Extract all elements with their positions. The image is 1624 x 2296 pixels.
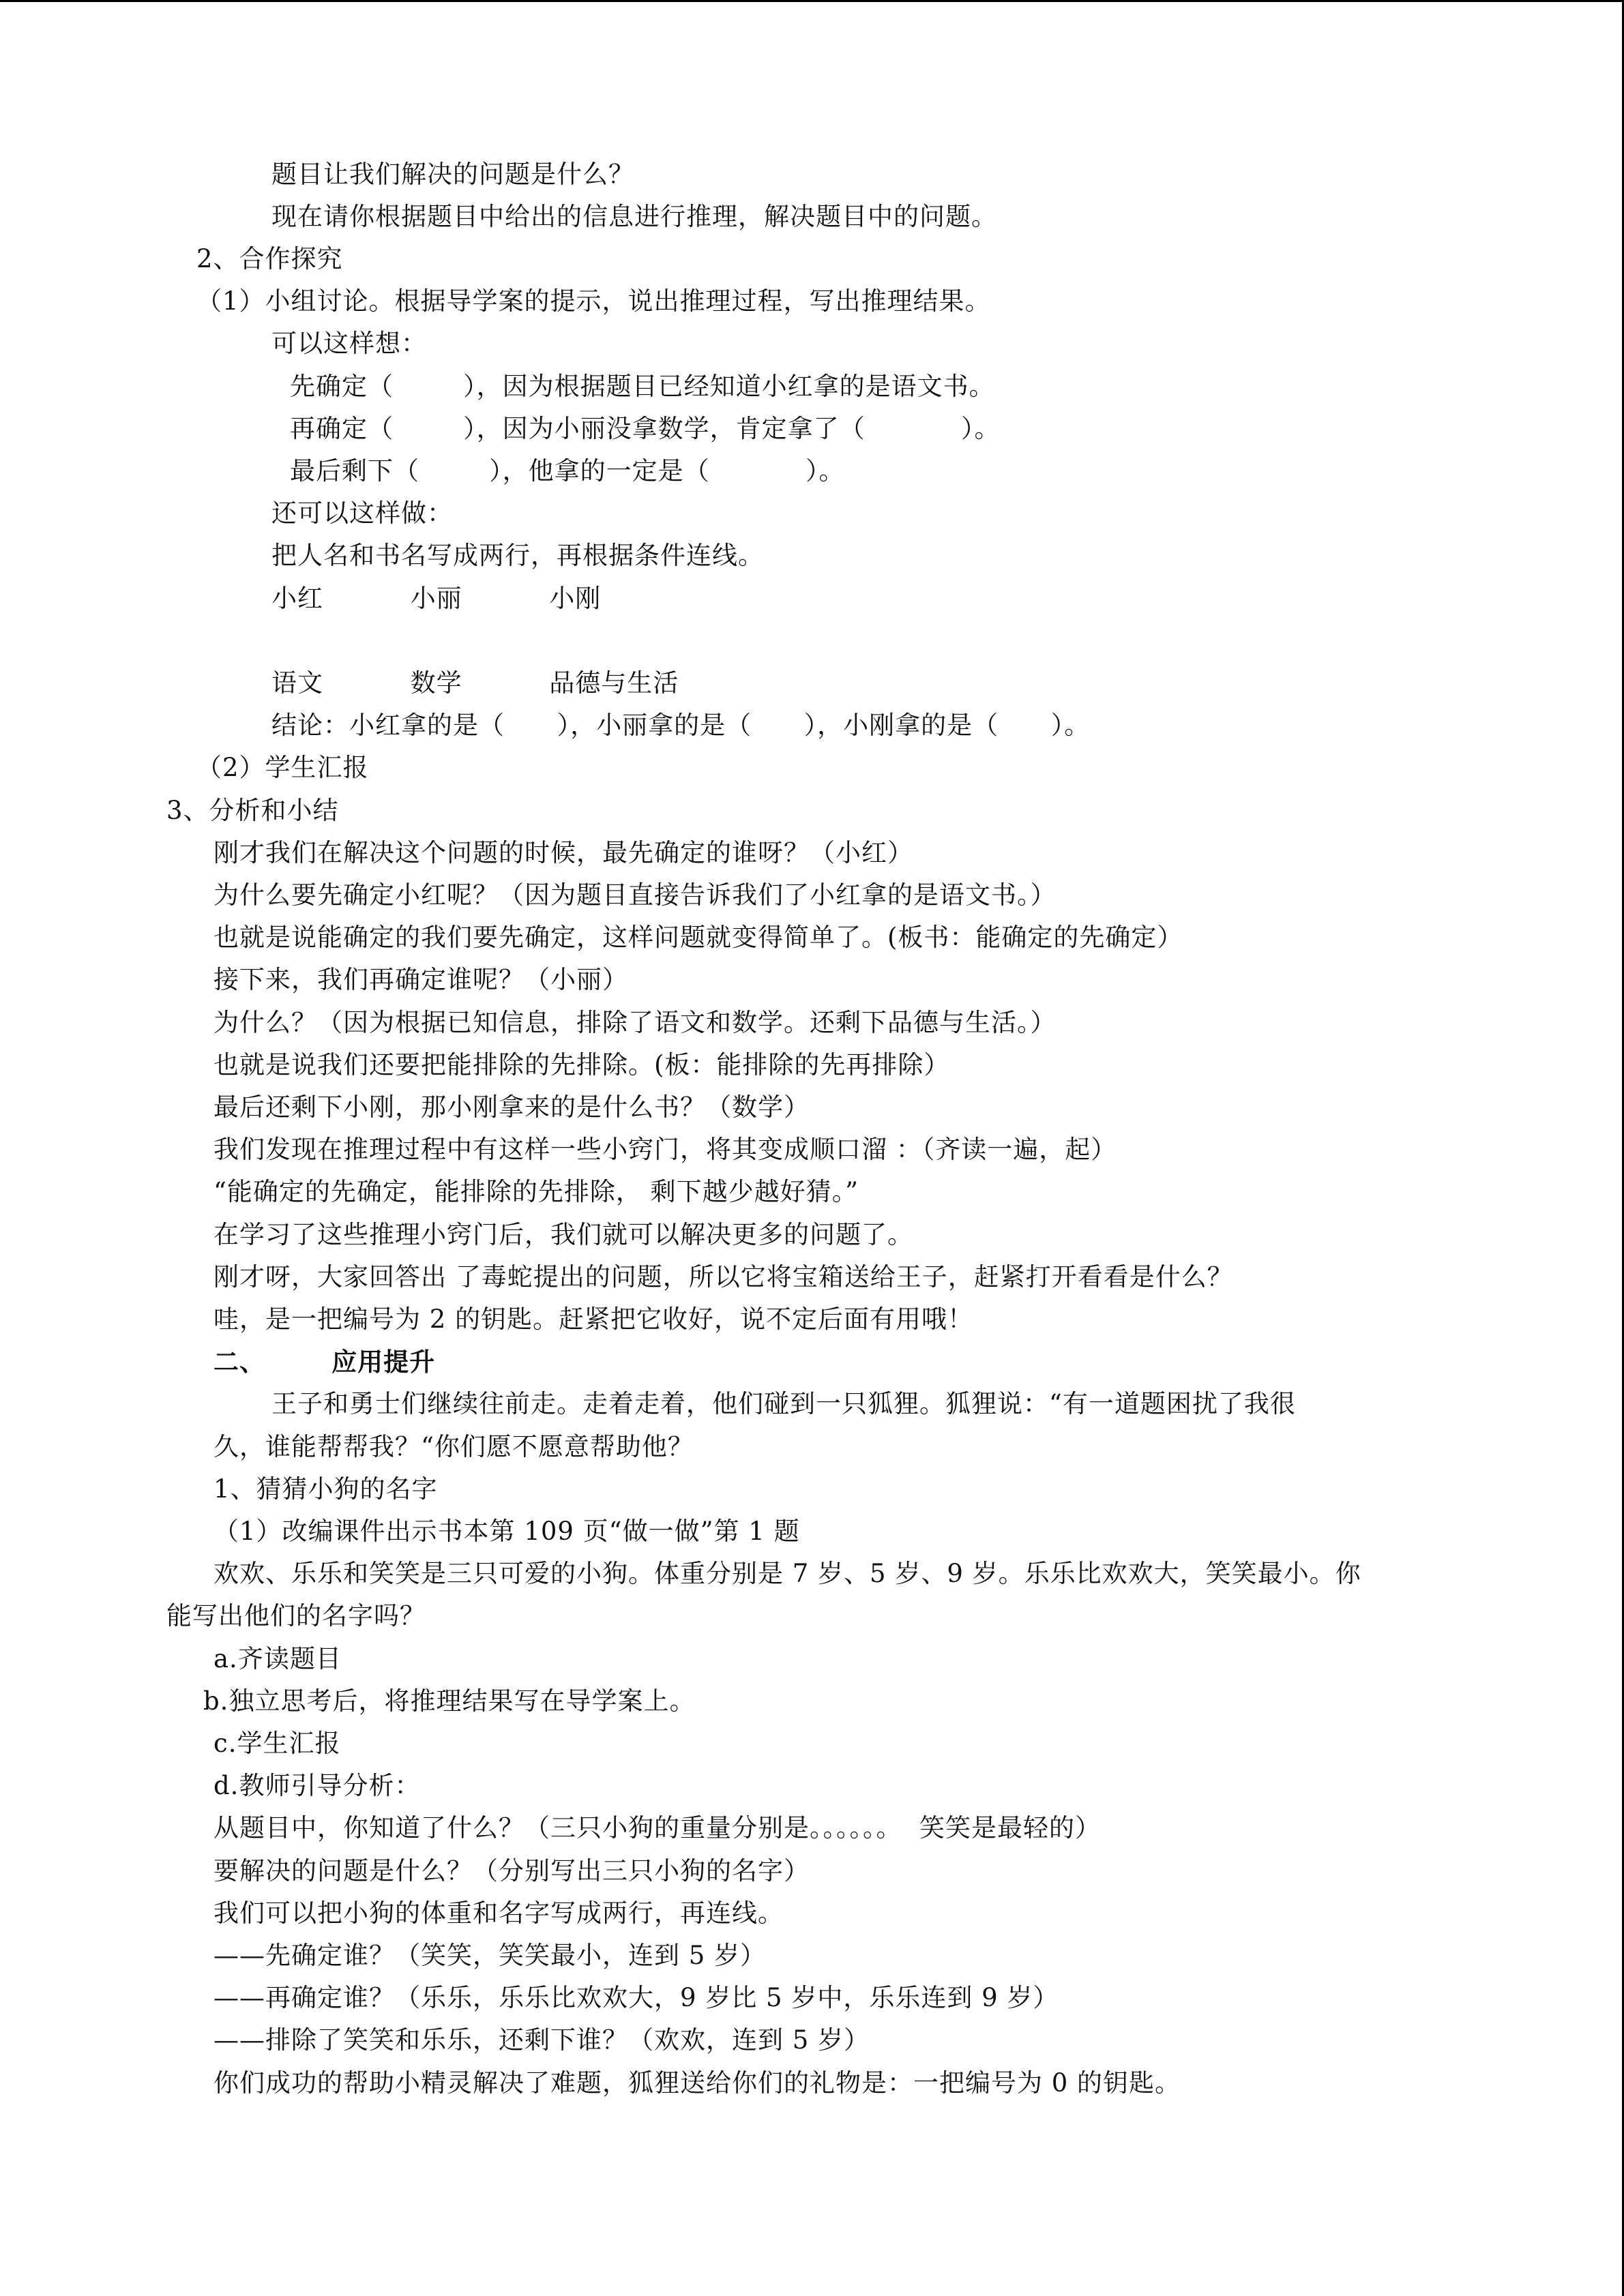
text-line: 还可以这样做： [271, 498, 453, 528]
text-line: 在学习了这些推理小窍门后，我们就可以解决更多的问题了。 [213, 1220, 913, 1249]
text-line: 久，谁能帮帮我？“你们愿不愿意帮助他？ [213, 1432, 694, 1461]
text-line: ——排除了笑笑和乐乐，还剩下谁？（欢欢，连到 5 岁） [213, 2025, 870, 2055]
text-line: 最后剩下（ ），他拿的一定是（ ）。 [290, 456, 845, 486]
text-line: 刚才我们在解决这个问题的时候，最先确定的谁呀？（小红） [213, 838, 913, 867]
text-line: （1）改编课件出示书本第 109 页“做一做”第 1 题 [213, 1517, 800, 1546]
text-line: 再确定（ ），因为小丽没拿数学，肯定拿了（ ）。 [290, 414, 1001, 443]
text-line: 接下来，我们再确定谁呢？（小丽） [213, 965, 628, 994]
text-line: c.学生汇报 [213, 1729, 341, 1758]
text-line: 为什么？（因为根据已知信息，排除了语文和数学。还剩下品德与生活。） [213, 1008, 1057, 1037]
text-line: 你们成功的帮助小精灵解决了难题，狐狸送给你们的礼物是：一把编号为 0 的钥匙。 [213, 2068, 1181, 2098]
text-line: d.教师引导分析： [213, 1771, 421, 1800]
text-line: 也就是说能确定的我们要先确定，这样问题就变得简单了。(板书：能确定的先确定） [213, 923, 1183, 952]
text-line: b.独立思考后，将推理结果写在导学案上。 [203, 1686, 696, 1716]
text-line: 我们发现在推理过程中有这样一些小窍门，将其变成顺口溜 ：（齐读一遍，起） [213, 1135, 1117, 1164]
text-line: （1）小组讨论。根据导学案的提示，说出推理过程，写出推理结果。 [196, 286, 991, 316]
text-line: ——再确定谁？（乐乐，乐乐比欢欢大，9 岁比 5 岁中，乐乐连到 9 岁） [213, 1983, 1059, 2012]
text-line: 也就是说我们还要把能排除的先排除。(板：能排除的先再排除） [213, 1050, 950, 1079]
text-line: 现在请你根据题目中给出的信息进行推理，解决题目中的问题。 [271, 202, 997, 231]
text-line: 刚才呀，大家回答出 了毒蛇提出的问题，所以它将宝箱送给王子，赶紧打开看看是什么？ [213, 1262, 1233, 1292]
section-heading: 二、 应用提升 [213, 1347, 436, 1377]
text-line: 最后还剩下小刚，那小刚拿来的是什么书？（数学） [213, 1092, 810, 1122]
text-line: a.齐读题目 [213, 1644, 342, 1673]
text-line: 把人名和书名写成两行，再根据条件连线。 [271, 541, 764, 570]
page-top-border [0, 0, 1624, 2]
book-row: 语文 数学 品德与生活 [271, 668, 679, 698]
section-heading: 2、合作探究 [196, 244, 343, 273]
text-line: 为什么要先确定小红呢？（因为题目直接告诉我们了小红拿的是语文书。） [213, 880, 1057, 910]
text-line: “能确定的先确定，能排除的先排除， 剩下越少越好猜。” [213, 1177, 859, 1206]
text-line: 哇，是一把编号为 2 的钥匙。赶紧把它收好，说不定后面有用哦！ [213, 1304, 974, 1334]
text-line: （2）学生汇报 [196, 753, 369, 782]
text-line: 欢欢、乐乐和笑笑是三只可爱的小狗。体重分别是 7 岁、5 岁、9 岁。乐乐比欢欢大，笑笑最小。你 [213, 1559, 1361, 1588]
text-line: 可以这样想： [271, 329, 427, 358]
section-heading: 1、猜猜小狗的名字 [213, 1474, 438, 1504]
text-line: 王子和勇士们继续往前走。走着走着，他们碰到一只狐狸。狐狸说：“有一道题困扰了我很 [271, 1389, 1296, 1418]
text-line: 结论：小红拿的是（ ），小丽拿的是（ ），小刚拿的是（ ）。 [271, 711, 1091, 740]
name-row: 小红 小丽 小刚 [271, 584, 602, 613]
text-line: 先确定（ ），因为根据题目已经知道小红拿的是语文书。 [290, 372, 995, 401]
text-line: 题目让我们解决的问题是什么？ [271, 160, 634, 189]
section-heading: 3、分析和小结 [166, 796, 339, 825]
text-line: 我们可以把小狗的体重和名字写成两行，再连线。 [213, 1898, 784, 1928]
text-line: 要解决的问题是什么？（分别写出三只小狗的名字） [213, 1856, 810, 1885]
text-line: 从题目中，你知道了什么？（三只小狗的重量分别是。。。。。。 笑笑是最轻的） [213, 1813, 1102, 1843]
text-line: 能写出他们的名字吗？ [166, 1601, 426, 1630]
text-line: ——先确定谁？（笑笑，笑笑最小，连到 5 岁） [213, 1941, 767, 1970]
